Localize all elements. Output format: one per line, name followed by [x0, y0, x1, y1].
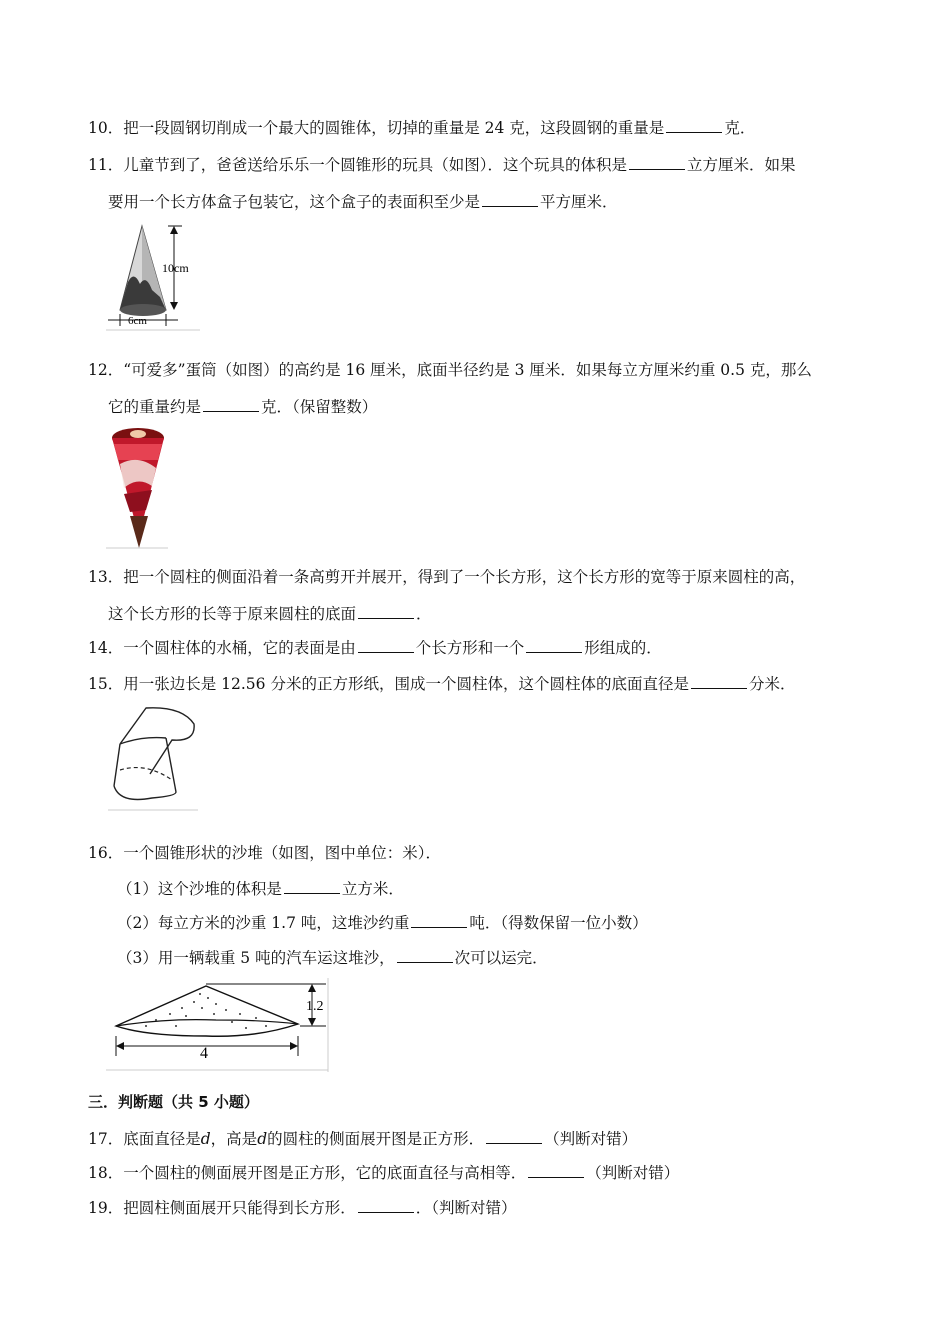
- q19-judge-blank[interactable]: [358, 1198, 414, 1213]
- section-3-title: 三．判断题（共 5 小题）: [88, 1093, 259, 1111]
- q14-count-blank[interactable]: [358, 638, 414, 653]
- q19-text-b: ．（判断对错）: [415, 1199, 517, 1217]
- q16-trips-blank[interactable]: [397, 948, 453, 963]
- question-16-part1: [117, 879, 404, 899]
- q11-area-blank[interactable]: [482, 192, 538, 207]
- q13-text-c: ．: [416, 605, 432, 623]
- q13-text-a: 13．把一个圆柱的侧面沿着一条高剪开并展开，得到了一个长方形，这个长方形的宽等于原来圆柱的高，: [88, 568, 806, 586]
- cone-toy-figure: [106, 222, 202, 332]
- question-13-line2: [108, 604, 432, 624]
- q14-text-a: 14．一个圆柱体的水桶，它的表面是由: [88, 639, 356, 657]
- q13-answer-blank[interactable]: [358, 604, 414, 619]
- question-15: [88, 674, 795, 694]
- q16-text-stem: 16．一个圆锥形状的沙堆（如图，图中单位：米）．: [88, 844, 441, 862]
- q15-text-b: 分米．: [748, 675, 796, 693]
- q16-p1-text-a: （1）这个沙堆的体积是: [117, 880, 282, 898]
- question-11-line2: [108, 192, 618, 212]
- question-13-line1: [88, 567, 805, 587]
- question-16-part3: [117, 948, 548, 968]
- q18-text-a: 18．一个圆柱的侧面展开图是正方形，它的底面直径与高相等．: [88, 1164, 527, 1182]
- q18-text-b: （判断对错）: [586, 1164, 680, 1182]
- question-10: [88, 118, 755, 138]
- q15-diameter-blank[interactable]: [691, 674, 747, 689]
- q10-answer-blank[interactable]: [666, 118, 722, 133]
- q16-p2-text-b: 吨．（得数保留一位小数）: [469, 914, 648, 932]
- question-12-line1: [88, 360, 812, 380]
- q12-weight-blank[interactable]: [203, 397, 259, 412]
- rolled-paper-cylinder-figure: [106, 700, 200, 812]
- q15-text-a: 15．用一张边长是 12.56 分米的正方形纸，围成一个圆柱体，这个圆柱体的底面直径是: [88, 675, 689, 693]
- q11-text-b: 立方厘米．如果: [686, 156, 796, 174]
- q19-text-a: 19．把圆柱侧面展开只能得到长方形．: [88, 1199, 356, 1217]
- question-11-line1: [88, 155, 796, 175]
- q16-p1-text-b: 立方米．: [341, 880, 404, 898]
- q17-text-d: （判断对错）: [544, 1130, 638, 1148]
- q11-volume-blank[interactable]: [629, 155, 685, 170]
- q17-judge-blank[interactable]: [486, 1129, 542, 1144]
- q14-text-b: 个长方形和一个: [415, 639, 525, 657]
- q17-var-d1: d: [200, 1130, 211, 1148]
- q16-p3-text-b: 次可以运完．: [454, 949, 548, 967]
- q17-text-a: 17．底面直径是: [88, 1130, 201, 1148]
- q12-text-c: 克．（保留整数）: [261, 398, 378, 416]
- question-16-stem: [88, 843, 441, 863]
- sand-pile-figure: [106, 978, 330, 1072]
- question-17: [88, 1129, 637, 1149]
- q16-p3-text-a: （3）用一辆载重 5 吨的汽车运这堆沙，: [117, 949, 395, 967]
- question-19: [88, 1198, 517, 1218]
- question-16-part2: [117, 913, 648, 933]
- q17-text-c: 的圆柱的侧面展开图是正方形．: [267, 1130, 485, 1148]
- sand-pile-width-label: 4: [200, 1045, 208, 1062]
- q11-text-d: 平方厘米．: [540, 193, 618, 211]
- question-14: [88, 638, 662, 658]
- q11-text-c: 要用一个长方体盒子包装它，这个盒子的表面积至少是: [108, 193, 481, 211]
- cone-height-label: 10cm: [162, 261, 189, 275]
- q10-tail: 克．: [724, 119, 756, 137]
- question-12-line2: [108, 397, 377, 417]
- q12-text-b: 它的重量约是: [108, 398, 202, 416]
- q16-p2-text-a: （2）每立方米的沙重 1.7 吨，这堆沙约重: [117, 914, 410, 932]
- q14-text-c: 形组成的．: [584, 639, 662, 657]
- q12-text-a: 12．“可爱多”蛋筒（如图）的高约是 16 厘米，底面半径约是 3 厘米．如果每立方厘米约重 0.5 克，那么: [88, 361, 812, 379]
- q17-text-b: ，高是: [210, 1130, 258, 1148]
- q16-weight-blank[interactable]: [411, 913, 467, 928]
- q18-judge-blank[interactable]: [528, 1163, 584, 1178]
- sand-pile-height-label: 1.2: [306, 999, 324, 1014]
- q11-text-a: 11．儿童节到了，爸爸送给乐乐一个圆锥形的玩具（如图）．这个玩具的体积是: [88, 156, 627, 174]
- q14-shape-blank[interactable]: [526, 638, 582, 653]
- q13-text-b: 这个长方形的长等于原来圆柱的底面: [108, 605, 357, 623]
- cone-width-label: 6cm: [128, 315, 147, 327]
- q16-volume-blank[interactable]: [284, 879, 340, 894]
- q10-text: 10．把一段圆钢切削成一个最大的圆锥体，切掉的重量是 24 克，这段圆钢的重量是: [88, 119, 665, 137]
- ice-cream-cone-figure: [106, 424, 170, 550]
- q17-var-d2: d: [257, 1130, 268, 1148]
- question-18: [88, 1163, 679, 1183]
